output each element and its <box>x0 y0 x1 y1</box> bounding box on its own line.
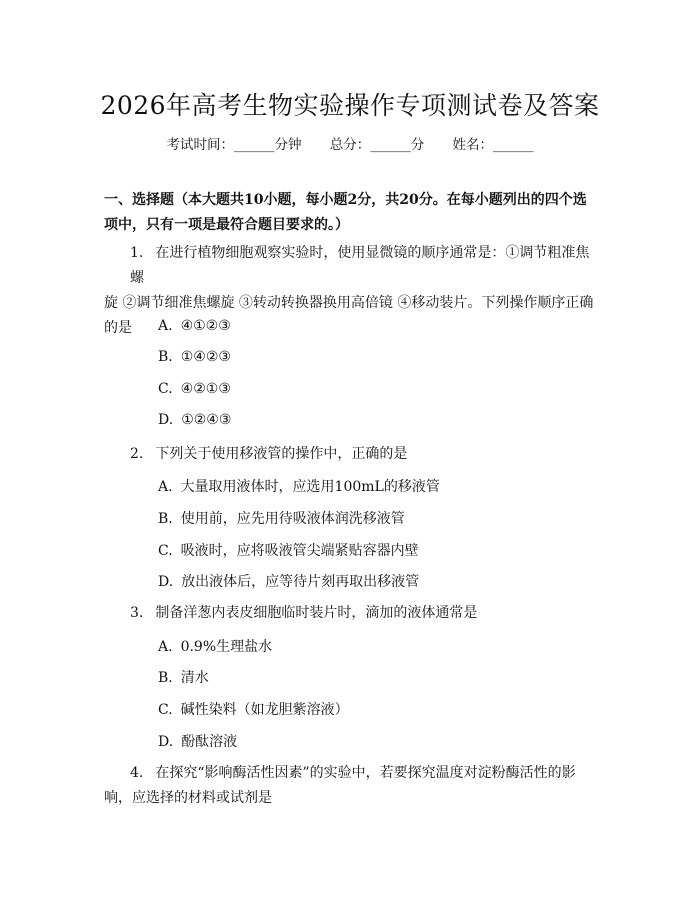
option-letter: A. <box>158 479 173 495</box>
question-number: 4. <box>130 765 144 781</box>
option-text: 吸液时，应将吸液管尖端紧贴容器内壁 <box>180 543 419 559</box>
question-text-line: 响，应选择的材料或试剂是 <box>104 790 272 806</box>
section-heading <box>104 188 604 238</box>
question-number: 2. <box>130 446 144 462</box>
question-text-line: 旋 ②调节细准焦螺旋 ③转动转换器换用高倍镜 ④移动装片。下列操作顺序正确 <box>104 295 594 311</box>
section-heading-line: 一、选择题（本大题共10小题，每小题2分，共20分。在每小题列出的四个选 <box>104 192 587 208</box>
question-number: 3. <box>130 605 144 621</box>
answer-option[interactable] <box>158 381 231 397</box>
answer-option[interactable] <box>158 508 405 528</box>
question-text-line: 制备洋葱内表皮细胞临时装片时，滴加的液体通常是 <box>155 605 478 621</box>
option-text: 0.9%生理盐水 <box>180 639 273 655</box>
question-text-line: 在进行植物细胞观察实验时，使用显微镜的顺序通常是：①调节粗准焦螺 <box>130 245 590 286</box>
option-text: ①②④③ <box>181 412 232 428</box>
answer-option[interactable] <box>158 699 349 719</box>
exam-meta <box>0 133 700 153</box>
answer-option[interactable] <box>158 540 419 560</box>
option-text: ①④②③ <box>180 349 231 365</box>
exam-time-field: 考试时间：______分钟 <box>166 137 302 153</box>
option-letter: B. <box>158 349 173 365</box>
answer-option[interactable] <box>158 476 440 496</box>
option-letter: B. <box>158 511 173 527</box>
option-text: 酚酞溶液 <box>181 734 238 750</box>
option-letter: D. <box>158 734 174 750</box>
answer-option[interactable] <box>158 571 419 591</box>
answer-option[interactable] <box>158 731 237 751</box>
option-letter: A. <box>158 318 173 334</box>
question-text-line: 的是 <box>104 320 132 336</box>
page-title: 2026年高考生物实验操作专项测试卷及答案 <box>100 91 600 120</box>
answer-option[interactable] <box>158 412 231 428</box>
option-letter: D. <box>158 412 174 428</box>
option-letter: C. <box>158 381 173 397</box>
option-text: 大量取用液体时，应选用100mL的移液管 <box>180 479 440 495</box>
option-letter: A. <box>158 639 173 655</box>
question-text-line: 下列关于使用移液管的操作中，正确的是 <box>155 446 408 462</box>
option-letter: C. <box>158 702 173 718</box>
answer-option[interactable] <box>158 636 272 656</box>
option-text: 清水 <box>180 670 209 686</box>
question-stem <box>130 442 600 467</box>
option-letter: D. <box>158 574 174 590</box>
question-text-line: 在探究“影响酶活性因素”的实验中，若要探究温度对淀粉酶活性的影 <box>155 765 576 781</box>
option-text: ④②①③ <box>180 381 231 397</box>
option-text: ④①②③ <box>180 318 231 334</box>
answer-option[interactable] <box>158 349 231 365</box>
answer-option[interactable] <box>158 318 231 334</box>
option-text: 使用前，应先用待吸液体润洗移液管 <box>180 511 405 527</box>
student-name-field: 姓名：______ <box>452 137 534 153</box>
question-stem <box>130 601 600 626</box>
question-number: 1. <box>130 245 144 261</box>
total-score-field: 总分：______分 <box>329 137 425 153</box>
option-letter: C. <box>158 543 173 559</box>
question-stem <box>104 761 600 811</box>
answer-option[interactable] <box>158 667 209 687</box>
section-heading-line: 项中，只有一项是最符合题目要求的。） <box>104 217 349 233</box>
option-letter: B. <box>158 670 173 686</box>
option-text: 碱性染料（如龙胆紫溶液） <box>180 702 349 718</box>
option-text: 放出液体后，应等待片刻再取出移液管 <box>181 574 420 590</box>
